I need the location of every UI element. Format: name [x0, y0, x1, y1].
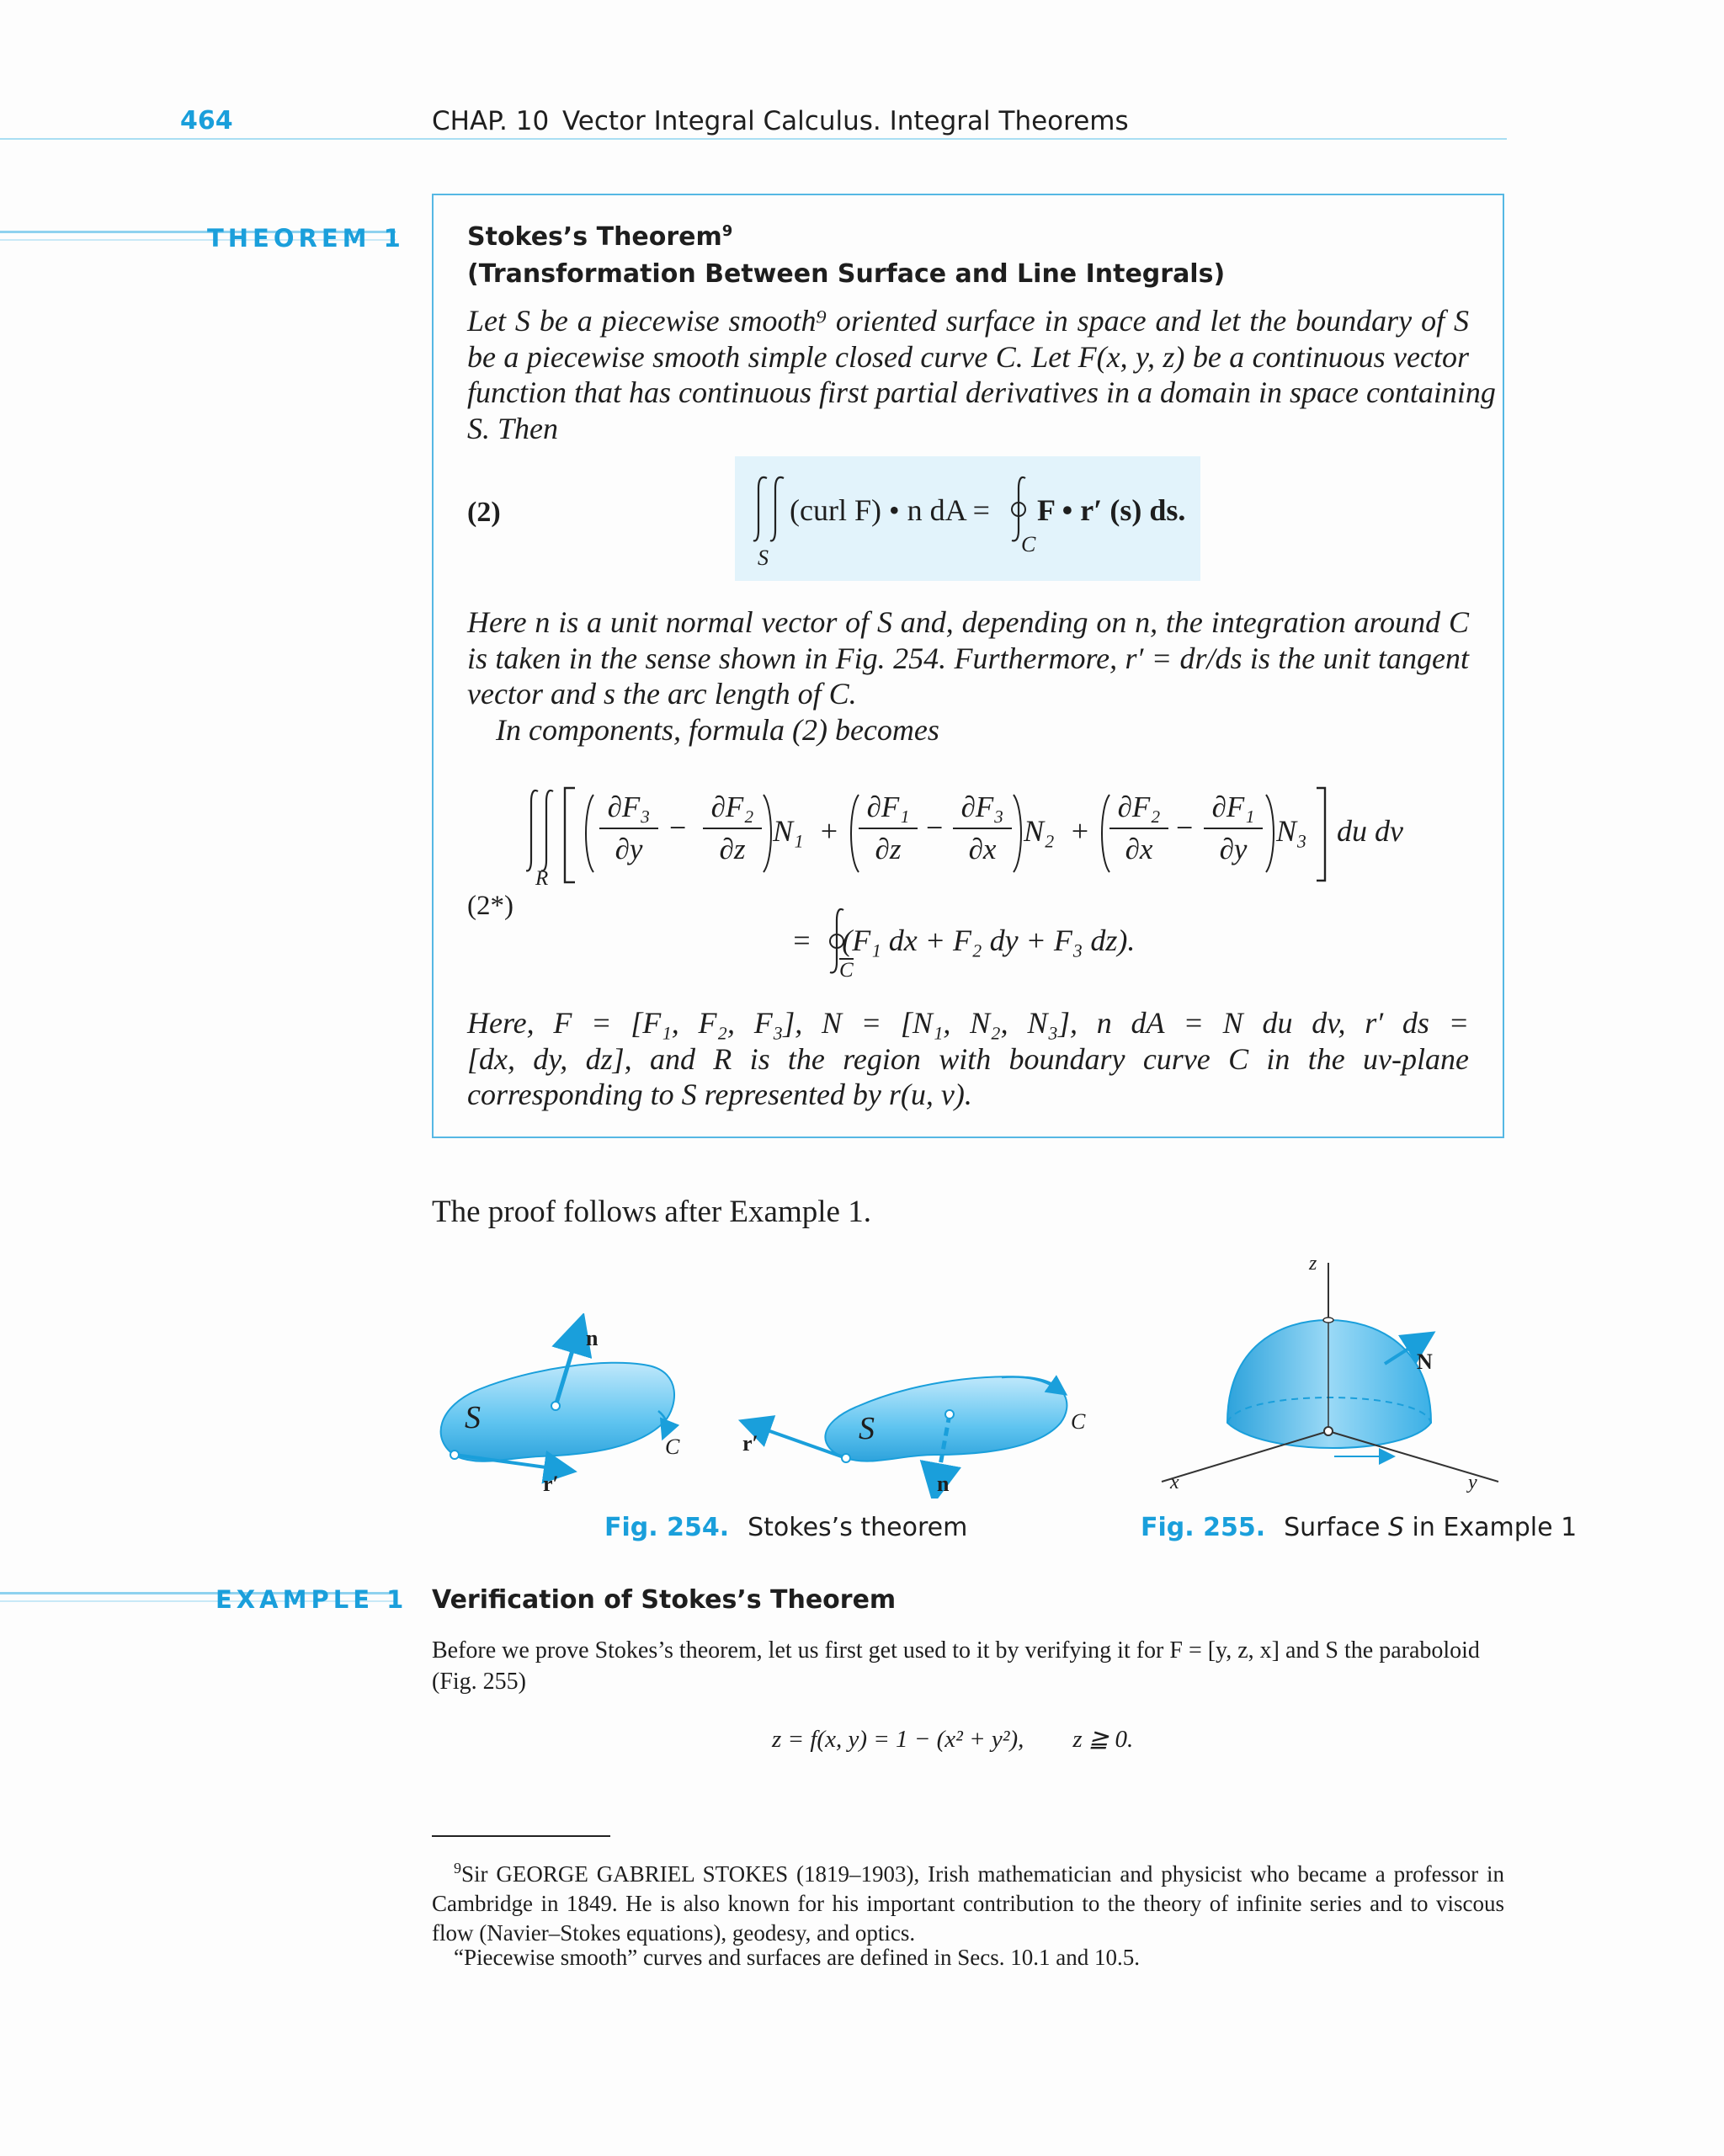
- fig254-right-S: S: [859, 1411, 875, 1446]
- page-number: 464: [180, 106, 233, 136]
- chapter-title: Vector Integral Calculus. Integral Theorems: [562, 106, 1129, 136]
- theorem-label: THEOREM 1: [207, 224, 405, 253]
- equation-2star-label: (2*): [467, 891, 513, 921]
- frac-den: ∂z: [719, 833, 746, 865]
- after-line: Here n is a unit normal vector of S and, depending on n, the integration around C: [467, 605, 1469, 639]
- eq2-sub-S: S: [758, 546, 769, 570]
- fig255-z-label: z: [1309, 1253, 1317, 1275]
- fig255-label: Fig. 255.: [1141, 1513, 1266, 1542]
- eq2star-sub-Cbar: C: [839, 959, 854, 982]
- eq2star-N1: N₁ +: [773, 814, 839, 848]
- intro-line: S. Then: [467, 411, 558, 445]
- theorem-here: [467, 1005, 1469, 1113]
- theorem-title: [467, 222, 732, 252]
- frac-den: ∂y: [615, 833, 643, 865]
- fig254-right-n: n: [937, 1472, 950, 1496]
- chapter-label: CHAP. 10: [432, 106, 550, 136]
- eq2-right: F • r′ (s) ds.: [1037, 493, 1186, 527]
- frac-dF2-dx: [1109, 789, 1168, 868]
- fig255-y-label: y: [1468, 1472, 1477, 1493]
- fig254-left-C: C: [665, 1435, 680, 1459]
- body-text: The proof follows after Example 1.: [432, 1195, 871, 1229]
- here-line: [dx, dy, dz], and R is the region with boundary curve C in the uv-plane: [467, 1041, 1469, 1076]
- frac-num: ∂F₁: [866, 791, 910, 823]
- here-line: Here, F = [F₁, F₂, F₃], N = [N₁, N₂, N₃], n dA = N du dv, r′ ds =: [467, 1006, 1469, 1040]
- fig254-caption-text: Stokes’s theorem: [748, 1513, 968, 1542]
- theorem-after: [467, 604, 1469, 748]
- fig255-caption: [1141, 1513, 1577, 1542]
- frac-den: ∂z: [875, 833, 902, 865]
- x-axis: [1162, 1431, 1328, 1482]
- frac-den: ∂x: [1125, 833, 1153, 865]
- frac-num: ∂F₂: [1117, 791, 1161, 823]
- eq2star-sub-R: R: [535, 867, 549, 890]
- example-label: EXAMPLE 1: [216, 1585, 408, 1614]
- theorem-title-text: Stokes’s Theorem: [467, 222, 722, 252]
- eq2-left: [790, 492, 990, 528]
- eq2star-rhs: = (F₁ dx + F₂ dy + F₃ dz).: [791, 924, 1136, 957]
- frac-dF1-dy: [1204, 789, 1263, 868]
- fig254-label: Fig. 254.: [604, 1513, 730, 1542]
- frac-dF1-dz: [859, 789, 918, 868]
- theorem-intro: [467, 303, 1496, 446]
- example-text-line2: (Fig. 255): [432, 1669, 526, 1695]
- fig255-x-label: x: [1170, 1472, 1179, 1493]
- bracket-close: [1313, 783, 1330, 884]
- fig254-right-r: r′: [742, 1431, 758, 1456]
- minus-sign: −: [669, 811, 687, 844]
- fig254-left-n: n: [586, 1326, 599, 1350]
- footnote-piecewise: “Piecewise smooth” curves and surfaces are defined in Secs. 10.1 and 10.5.: [454, 1945, 1140, 1970]
- eq2-left-text: (curl F) • n dA =: [790, 493, 990, 527]
- frac-num: ∂F₃: [960, 791, 1004, 823]
- after-line: In components, formula (2) becomes: [496, 712, 939, 747]
- frac-dF2-dz: [703, 789, 762, 868]
- intro-line: function that has continuous first partial derivatives in a domain in space containing: [467, 375, 1496, 409]
- example-text-line1: Before we prove Stokes’s theorem, let us first get used to it by verifying it for F = [y, z, x] and S the paraboloid: [432, 1637, 1480, 1664]
- fig255-caption-pre: Surface: [1284, 1513, 1388, 1542]
- header-rule: [0, 138, 1507, 140]
- theorem-title-footnote: 9: [721, 222, 733, 240]
- eq2star-du-dv: du dv: [1337, 814, 1403, 848]
- fig255-caption-var: S: [1387, 1513, 1404, 1542]
- equation-2-label: (2): [467, 497, 501, 528]
- example-equation: z = f(x, y) = 1 − (x² + y²), z ≧ 0.: [772, 1726, 1134, 1753]
- intro-line: be a piecewise smooth simple closed curve C. Let F(x, y, z) be a continuous vector: [467, 339, 1469, 374]
- frac-num: ∂F₁: [1211, 791, 1255, 823]
- frac-den: ∂x: [968, 833, 997, 865]
- eq2-sub-C: C: [1021, 532, 1036, 556]
- theorem-subtitle: (Transformation Between Surface and Line Integrals): [467, 259, 1226, 289]
- figure-255: [1153, 1254, 1507, 1499]
- footnote-rule: [432, 1835, 610, 1837]
- frac-dF3-dy: [599, 789, 658, 868]
- fig254-right-C: C: [1071, 1409, 1086, 1434]
- frac-den: ∂y: [1219, 833, 1248, 865]
- minus-sign: −: [926, 811, 944, 844]
- eq2star-N2: N₂ +: [1024, 814, 1090, 848]
- frac-num: ∂F₂: [710, 791, 754, 823]
- double-integral-sign: [752, 471, 794, 547]
- footnote-9: [432, 1854, 1504, 1948]
- fig255-caption-post: in Example 1: [1404, 1513, 1578, 1542]
- figure-254: [421, 1313, 1111, 1499]
- after-line: is taken in the sense shown in Fig. 254. Furthermore, r′ = dr/ds is the unit tangent: [467, 641, 1469, 675]
- minus-sign: −: [1176, 811, 1194, 844]
- frac-dF3-dx: [953, 789, 1012, 868]
- fig254-left-S: S: [465, 1400, 481, 1435]
- frac-num: ∂F₃: [607, 791, 651, 823]
- eq2star-N3: N₃: [1276, 814, 1307, 848]
- fig255-N-label: N: [1417, 1349, 1433, 1374]
- after-line: vector and s the arc length of C.: [467, 677, 857, 711]
- fig254-left-r: r′: [543, 1472, 559, 1496]
- fig254-caption: [604, 1513, 967, 1542]
- footnote-9-text: Sir GEORGE GABRIEL STOKES (1819–1903), Irish mathematician and physicist who became a professor in Cambridge in 1849. He is also known for his important contribution to the theory of infinite series and to viscous flow (Navier–Stokes equations), geodesy, and optics.: [432, 1861, 1504, 1946]
- example-title: Verification of Stokes’s Theorem: [432, 1585, 897, 1615]
- intro-line: Let S be a piecewise smooth⁹ oriented surface in space and let the boundary of S: [467, 304, 1469, 338]
- footnote-9-mark: 9: [454, 1860, 461, 1877]
- here-line: corresponding to S represented by r(u, v).: [467, 1078, 972, 1111]
